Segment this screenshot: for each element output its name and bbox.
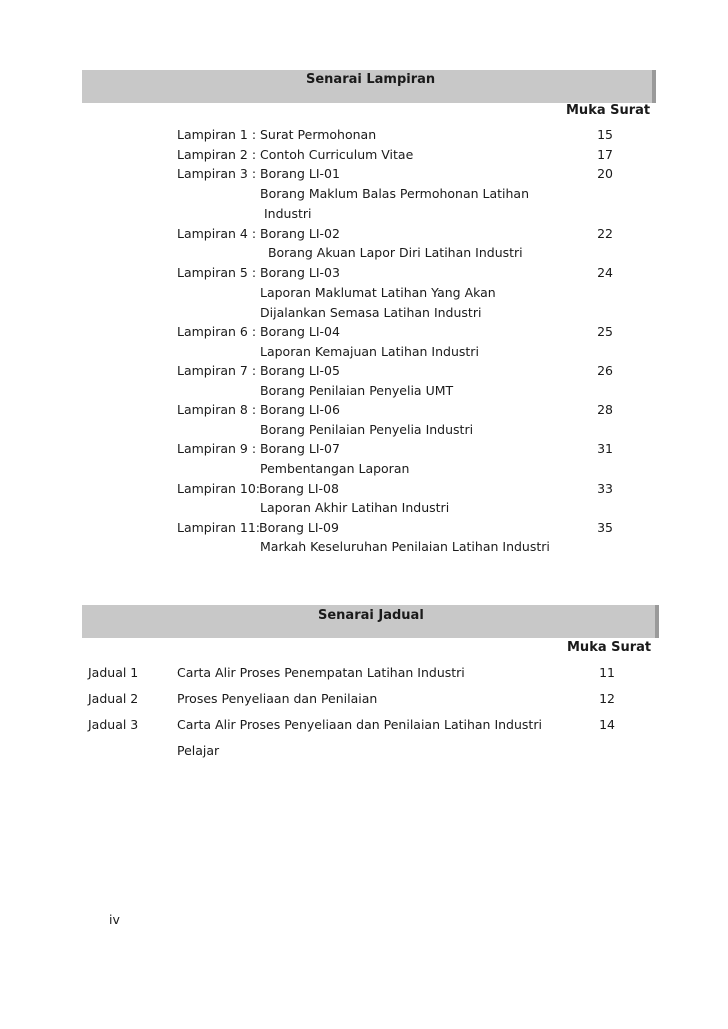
lampiran-label: Lampiran 6 :: [177, 324, 257, 339]
band-edge: [652, 70, 656, 103]
lampiran-label: Lampiran 10:: [177, 481, 261, 496]
lampiran-page: 28: [597, 402, 613, 417]
lampiran-subtitle: Dijalankan Semasa Latihan Industri: [260, 305, 482, 320]
jadual-label: Jadual 3: [88, 717, 139, 732]
jadual-title-text: Carta Alir Proses Penempatan Latihan Industri: [177, 665, 465, 680]
jadual-title-text: Proses Penyeliaan dan Penilaian: [177, 691, 378, 706]
lampiran-subtitle: Laporan Akhir Latihan Industri: [260, 500, 450, 515]
jadual-page: 12: [599, 691, 615, 706]
lampiran-subtitle: Borang Maklum Balas Permohonan Latihan: [260, 186, 530, 201]
lampiran-page: 15: [597, 127, 613, 142]
lampiran-subtitle: Borang Penilaian Penyelia UMT: [260, 383, 454, 398]
lampiran-title-text: Surat Permohonan: [260, 127, 377, 142]
lampiran-subtitle: Markah Keseluruhan Penilaian Latihan Industri: [260, 539, 550, 554]
lampiran-title-text: Borang LI-03: [260, 265, 340, 280]
jadual-title: Senarai Jadual: [318, 608, 424, 623]
jadual-subtitle: Pelajar: [177, 743, 220, 758]
lampiran-title-text: Contoh Curriculum Vitae: [260, 147, 414, 162]
lampiran-title-text: Borang LI-06: [260, 402, 340, 417]
lampiran-page: 17: [597, 147, 613, 162]
lampiran-title-text: Borang LI-01: [260, 166, 340, 181]
jadual-page-header: Muka Surat: [567, 640, 652, 655]
lampiran-subtitle: Borang Penilaian Penyelia Industri: [260, 422, 474, 437]
lampiran-title: Senarai Lampiran: [306, 72, 436, 87]
lampiran-label: Lampiran 11:: [177, 520, 261, 535]
jadual-label: Jadual 2: [88, 691, 139, 706]
lampiran-subtitle: Pembentangan Laporan: [260, 461, 410, 476]
lampiran-subtitle: Industri: [260, 206, 312, 221]
lampiran-title-text: Borang LI-09: [259, 520, 339, 535]
lampiran-title-text: Borang LI-08: [259, 481, 339, 496]
lampiran-page-header: Muka Surat: [566, 103, 651, 118]
lampiran-page: 24: [597, 265, 613, 280]
lampiran-subtitle: Borang Akuan Lapor Diri Latihan Industri: [260, 245, 523, 260]
lampiran-page: 20: [597, 166, 613, 181]
lampiran-label: Lampiran 5 :: [177, 265, 257, 280]
lampiran-subtitle: Laporan Kemajuan Latihan Industri: [260, 344, 479, 359]
lampiran-label: Lampiran 4 :: [177, 226, 257, 241]
lampiran-label: Lampiran 3 :: [177, 166, 257, 181]
lampiran-title-text: Borang LI-07: [260, 441, 340, 456]
lampiran-page: 35: [597, 520, 613, 535]
lampiran-page: 22: [597, 226, 613, 241]
lampiran-label: Lampiran 8 :: [177, 402, 257, 417]
jadual-page: 14: [599, 717, 615, 732]
lampiran-label: Lampiran 7 :: [177, 363, 257, 378]
lampiran-page: 33: [597, 481, 613, 496]
jadual-page: 11: [599, 665, 615, 680]
lampiran-label: Lampiran 9 :: [177, 441, 257, 456]
lampiran-label: Lampiran 1 :: [177, 127, 257, 142]
lampiran-subtitle: Laporan Maklumat Latihan Yang Akan: [260, 285, 496, 300]
lampiran-title-text: Borang LI-04: [260, 324, 340, 339]
page-number: iv: [109, 912, 120, 927]
lampiran-title-text: Borang LI-05: [260, 363, 340, 378]
jadual-label: Jadual 1: [88, 665, 139, 680]
lampiran-page: 25: [597, 324, 613, 339]
jadual-title-text: Carta Alir Proses Penyeliaan dan Penilaian Latihan Industri: [177, 717, 542, 732]
band-edge: [655, 605, 659, 638]
lampiran-label: Lampiran 2 :: [177, 147, 257, 162]
lampiran-title-text: Borang LI-02: [260, 226, 340, 241]
lampiran-page: 26: [597, 363, 613, 378]
lampiran-page: 31: [597, 441, 613, 456]
